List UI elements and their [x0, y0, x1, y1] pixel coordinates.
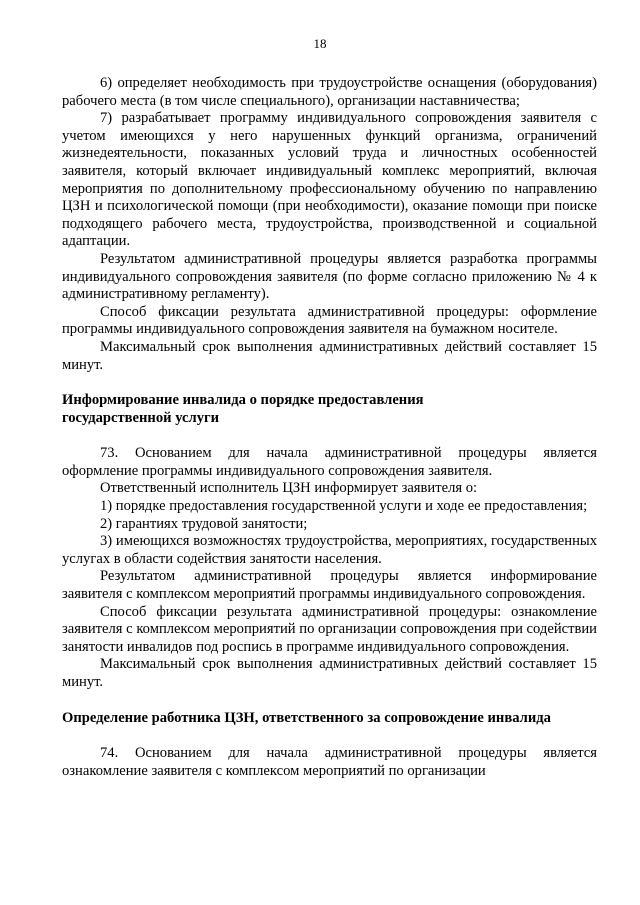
paragraph-fixation: Способ фиксации результата административной процедуры: оформление программы индивидуального сопровождения заявителя на бумажном носителе. [62, 303, 597, 338]
spacer [62, 727, 597, 745]
paragraph-result: Результатом административной процедуры является разработка программы индивидуального сопровождения заявителя (по форме согласно приложению № 4 к административному регламенту). [62, 250, 597, 303]
spacer [62, 427, 597, 445]
section-heading-informing [62, 392, 597, 427]
paragraph-74: 74. Основанием для начала административной процедуры является ознакомление заявителя с комплексом мероприятий по организации [62, 745, 597, 779]
section-heading-line-1: Информирование инвалида о порядке предоставления [62, 392, 424, 409]
page-number: 18 [313, 36, 327, 51]
spacer [62, 374, 597, 392]
paragraph-max-time: Максимальный срок выполнения административных действий составляет 15 минут. [62, 338, 597, 373]
paragraph-informs: Ответственный исполнитель ЦЗН информирует заявителя о: [100, 480, 478, 497]
paragraph-max-time-2: Максимальный срок выполнения административных действий составляет 15 минут. [62, 656, 597, 690]
paragraph-73: 73. Основанием для начала административной процедуры является оформление программы индивидуального сопровождения заявителя. [62, 445, 597, 479]
section-heading-responsible: Определение работника ЦЗН, ответственного за сопровождение инвалида [62, 709, 551, 726]
paragraph-list-3: 3) имеющихся возможностях трудоустройства, мероприятиях, государственных услугах в области содействия занятости населения. [62, 533, 597, 567]
paragraph-item-7: 7) разрабатывает программу индивидуального сопровождения заявителя с учетом имеющихся у него нарушенных функций организма, ограничений жизнедеятельности, показанных условий труда и личностных особенностей заявителя, который включает индивидуальный комплекс мероприятий, включая мероприятия по дополнительному профессиональному обучению по направлению ЦЗН и психологической помощи (при необходимости), оказание помощи при поиске подходящего рабочего места, трудоустройства, производственной и социальной адаптации. [62, 110, 597, 250]
paragraph-fixation-2: Способ фиксации результата административной процедуры: ознакомление заявителя с комплексом мероприятий по организации сопровождения при содействии занятости инвалидов под роспись в программе индивидуального сопровождения. [62, 603, 597, 655]
section-heading-line-2: государственной услуги [62, 409, 220, 426]
paragraph-result-2: Результатом административной процедуры является информирование заявителя с комплексом мероприятий программы индивидуального сопровождения. [62, 568, 597, 603]
paragraph-item-6: 6) определяет необходимость при трудоустройстве оснащения (оборудования) рабочего места (в том числе специального), организации наставничества; [62, 75, 597, 109]
document-body [62, 75, 597, 780]
paragraph-list-2: 2) гарантиях трудовой занятости; [100, 515, 308, 532]
paragraph-list-1: 1) порядке предоставления государственной услуги и ходе ее предоставления; [100, 498, 588, 515]
spacer [62, 692, 597, 710]
